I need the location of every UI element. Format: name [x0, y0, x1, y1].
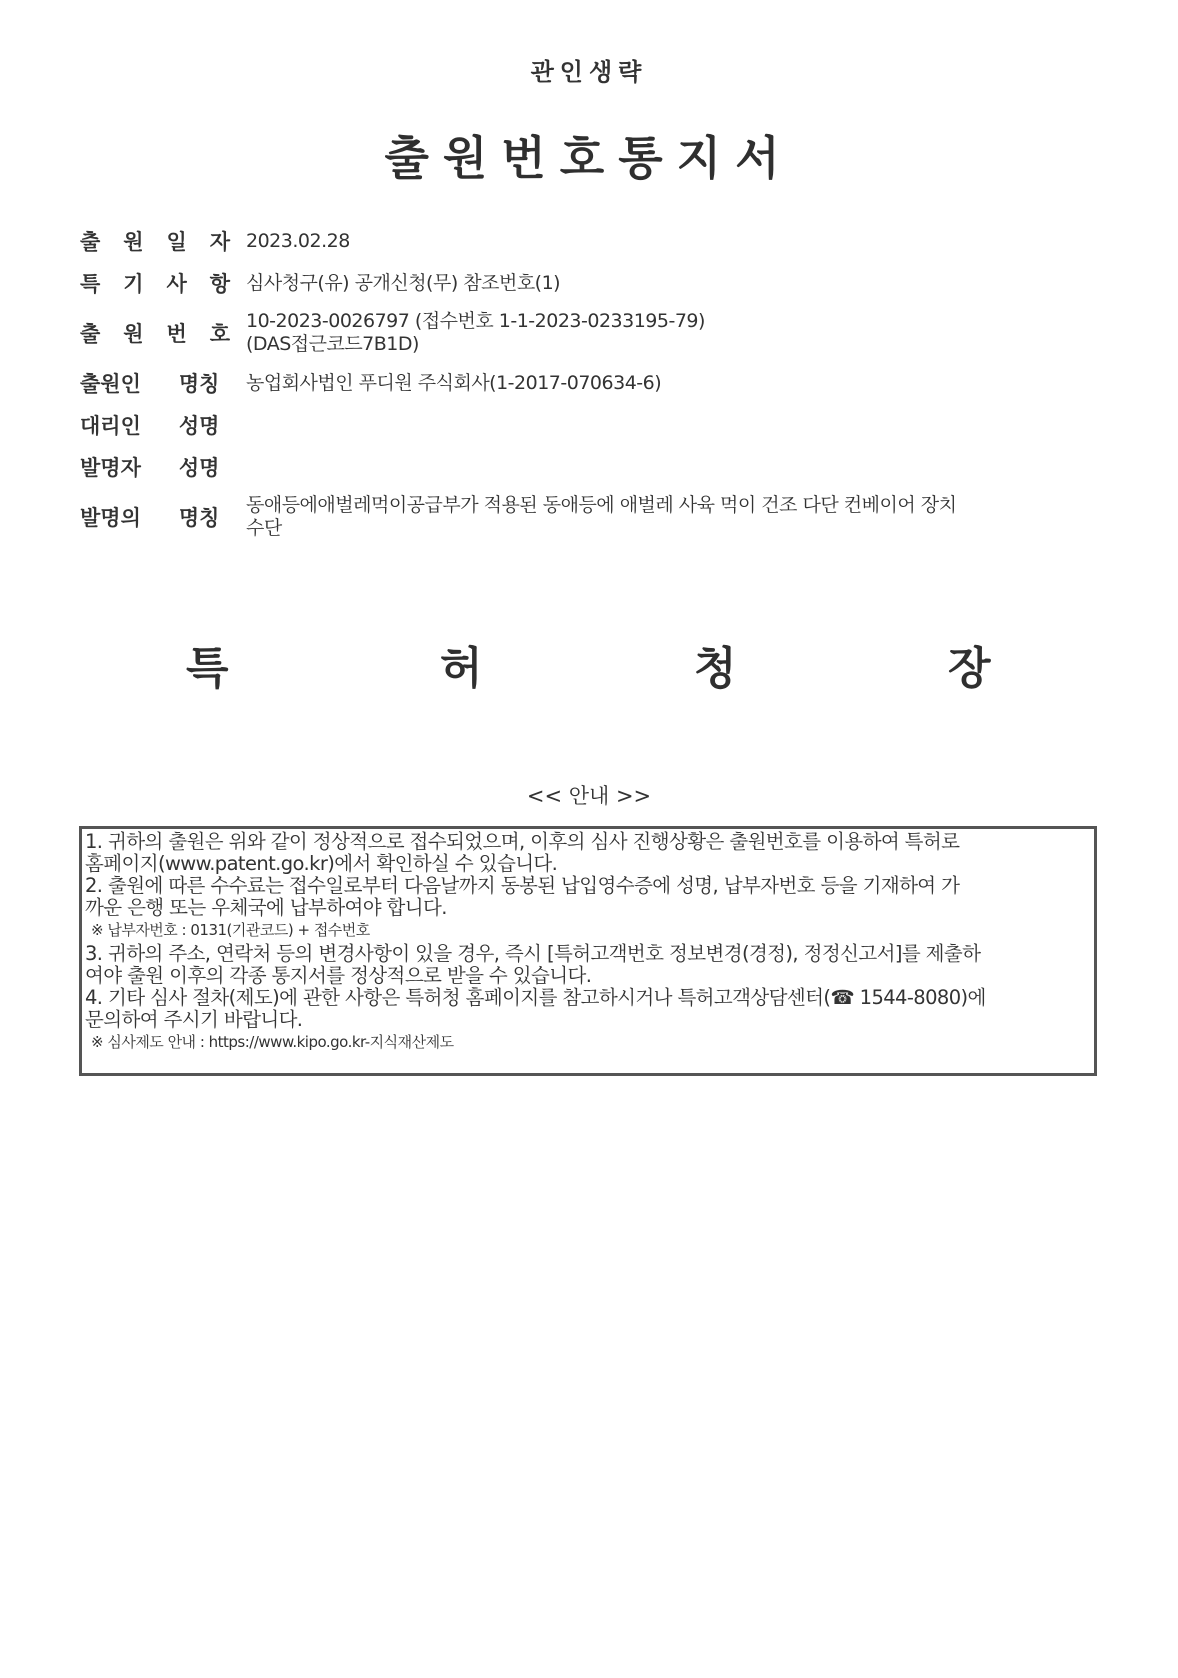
guide-paragraph: 2. 출원에 따른 수수료는 접수일로부터 다음날까지 동봉된 납입영수증에 성명, 납부자번호 등을 기재하여 가: [85, 874, 960, 897]
seal-omitted-note: 관인생략: [530, 58, 648, 86]
issuing-authority: [0, 632, 1178, 692]
invention-title-label: 발명의 명칭: [80, 506, 220, 530]
applicant-name-label: 출원인 명칭: [80, 372, 220, 396]
info-row-inventor-name: [80, 452, 1100, 482]
authority-char: 특: [186, 643, 229, 694]
special-notes-value: 심사청구(유) 공개신청(무) 참조번호(1): [246, 271, 561, 294]
guide-paragraph: 1. 귀하의 출원은 위와 같이 정상적으로 접수되었으며, 이후의 심사 진행상황은 출원번호를 이용하여 특허로: [85, 830, 960, 853]
invention-title-value: 동애등에애벌레먹이공급부가 적용된 동애등에 애벌레 사육 먹이 건조 다단 컨베이어 장치 수단: [246, 494, 957, 539]
guide-note: ※ 심사제도 안내 : https://www.kipo.go.kr-지식재산제도: [91, 1033, 454, 1051]
agent-name-label: 대리인 성명: [80, 414, 220, 438]
application-number-label: 출 원 번 호: [80, 322, 230, 346]
filing-date-value: 2023.02.28: [246, 229, 350, 252]
info-row-agent-name: [80, 410, 1100, 440]
authority-char: 청: [694, 643, 737, 694]
authority-char: 장: [948, 643, 991, 694]
special-notes-label: 특 기 사 항: [80, 272, 230, 296]
guide-paragraph: 홈페이지(www.patent.go.kr)에서 확인하실 수 있습니다.: [85, 852, 558, 875]
guide-paragraph: 여야 출원 이후의 각종 통지서를 정상적으로 받을 수 있습니다.: [85, 964, 592, 987]
guide-paragraph: 까운 은행 또는 우체국에 납부하여야 합니다.: [85, 896, 447, 919]
application-number-value: 10-2023-0026797 (접수번호 1-1-2023-0233195-79) (DAS접근코드7B1D): [246, 310, 705, 355]
info-row-filing-date: [80, 226, 1100, 256]
info-row-invention-title: [80, 494, 1100, 540]
guide-paragraph: 4. 기타 심사 절차(제도)에 관한 사항은 특허청 홈페이지를 참고하시거나 특허고객상담센터(☎ 1544-8080)에: [85, 986, 986, 1009]
info-row-special-notes: [80, 268, 1100, 298]
applicant-name-value: 농업회사법인 푸디원 주식회사(1-2017-070634-6): [246, 371, 662, 394]
document-title: 출원번호통지서: [384, 131, 794, 185]
info-row-applicant-name: [80, 368, 1100, 398]
guide-heading: << 안내 >>: [526, 784, 652, 808]
authority-char: 허: [440, 643, 483, 694]
inventor-name-label: 발명자 성명: [80, 456, 220, 480]
info-row-application-number: [80, 310, 1100, 356]
application-info: [80, 226, 1100, 552]
guide-paragraph: 문의하여 주시기 바랍니다.: [85, 1008, 303, 1031]
guide-paragraph: 3. 귀하의 주소, 연락처 등의 변경사항이 있을 경우, 즉시 [특허고객번호 정보변경(경정), 정정신고서]를 제출하: [85, 942, 981, 965]
guide-box: [79, 826, 1097, 1076]
filing-date-label: 출 원 일 자: [80, 230, 230, 254]
guide-note: ※ 납부자번호 : 0131(기관코드) + 접수번호: [91, 921, 370, 939]
